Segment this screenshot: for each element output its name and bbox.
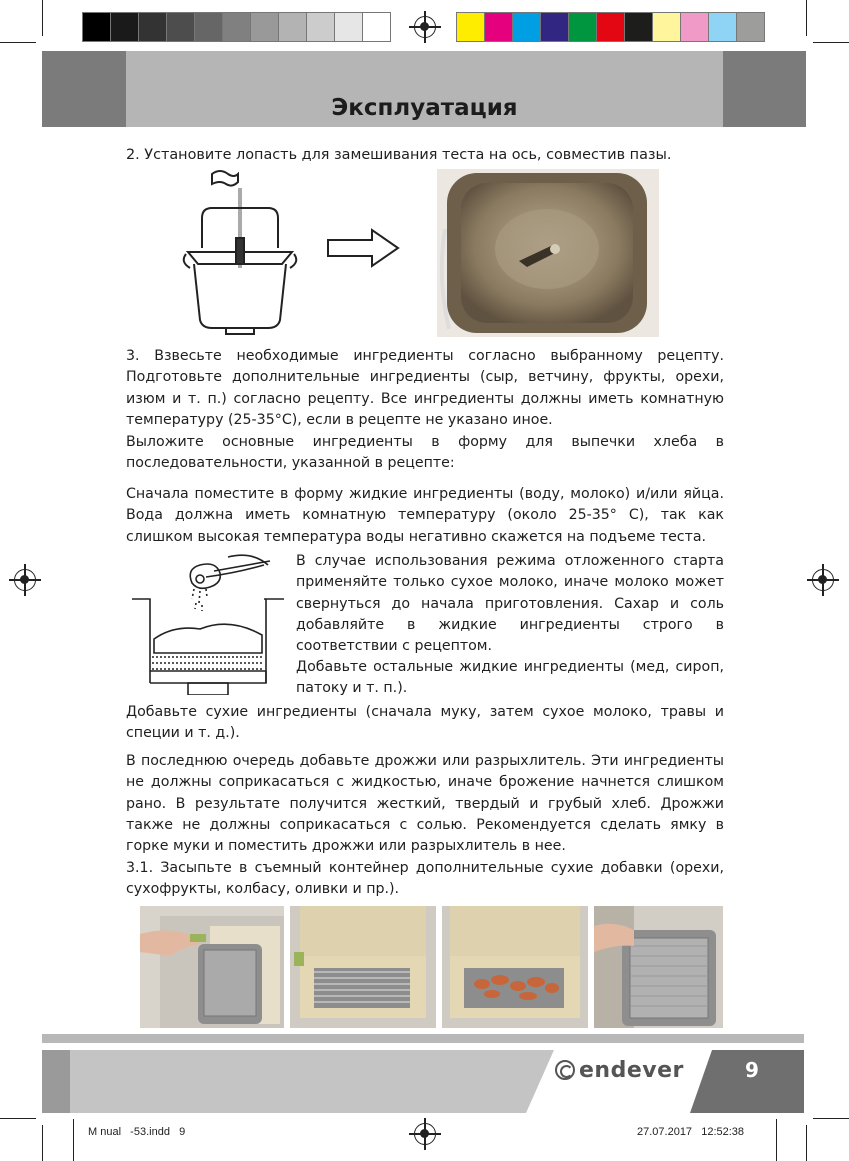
color-swatch — [484, 12, 513, 42]
arrow-right-icon — [326, 228, 400, 268]
section-header — [42, 51, 806, 127]
crop-mark — [813, 1118, 849, 1119]
ingredients-order-text: Выложите основные ингредиенты в форму для выпечки хлеба в последовательности, указанной в рецепте: — [126, 434, 724, 472]
gray-swatch — [278, 12, 307, 42]
step-2-text: 2. Установите лопасть для замешивания теста на ось, совместив пазы. — [126, 147, 672, 163]
page-title: Эксплуатация — [331, 95, 518, 121]
color-calibration-bar — [457, 12, 765, 42]
gray-swatch — [334, 12, 363, 42]
other-liquids-text: Добавьте остальные жидкие ингредиенты (мед, сироп, патоку и т. п.). — [296, 659, 724, 697]
registration-mark-right — [812, 569, 834, 591]
color-swatch — [596, 12, 625, 42]
color-swatch — [736, 12, 765, 42]
dispenser-photo-4 — [594, 906, 723, 1028]
step-3-1-text: 3.1. Засыпьте в съемный контейнер дополнительные сухие добавки (орехи, сухофрукты, колбасу, оливки и пр.). — [126, 860, 724, 898]
registration-mark-bottom — [414, 1123, 436, 1145]
step-3-text: 3. Взвесьте необходимые ингредиенты согласно выбранному рецепту. Подготовьте дополнительные ингредиенты (сыр, ветчину, фрукты, орехи, изюм и т. п.) согласно рецепту. Все ингредиенты должны иметь комнатную температуру (25-35°C), если в рецепте не указано иное. — [126, 348, 724, 428]
crop-mark — [0, 42, 36, 43]
color-swatch — [512, 12, 541, 42]
liquid-ingredients-text: Сначала поместите в форму жидкие ингредиенты (воду, молоко) и/или яйца. Вода должна иметь комнатную температуру (около 25-35° C), так как слишком высокая температура воды негативно скажется на подъеме теста. — [126, 486, 724, 545]
crop-mark — [806, 1125, 807, 1161]
gray-swatch — [362, 12, 391, 42]
brand-name: endever — [579, 1057, 684, 1083]
crop-mark — [0, 1118, 36, 1119]
pan-interior-photo — [437, 169, 659, 337]
page-number: 9 — [745, 1058, 759, 1082]
gray-swatch — [82, 12, 111, 42]
print-slug-filename: M nual -53.indd 9 — [88, 1126, 186, 1138]
registration-mark-top — [414, 16, 436, 38]
header-tab-right — [723, 51, 806, 127]
footer-rule — [42, 1034, 804, 1043]
grayscale-calibration-bar — [83, 12, 391, 42]
yeast-text: В последнюю очередь добавьте дрожжи или разрыхлитель. Эти ингредиенты не должны соприкасаться с жидкостью, иначе брожение начнется слишком рано. В результате получится жесткий, твердый и грубый хлеб. Дрожжи также не должны соприкасаться с солью. Рекомендуется сделать ямку в горке муки и поместить дрожжи или разрыхлитель в нее. — [126, 753, 724, 855]
crop-mark — [806, 0, 807, 36]
endever-logo-icon — [555, 1060, 575, 1080]
color-swatch — [680, 12, 709, 42]
dry-ingredients-text: Добавьте сухие ингредиенты (сначала муку, затем сухое молоко, травы и специи и т. д.). — [126, 704, 724, 742]
gray-swatch — [110, 12, 139, 42]
gray-swatch — [138, 12, 167, 42]
gray-swatch — [166, 12, 195, 42]
crop-mark — [813, 42, 849, 43]
color-swatch — [540, 12, 569, 42]
bread-pan-illustration — [180, 168, 300, 338]
color-swatch — [652, 12, 681, 42]
dispenser-photo-3 — [442, 906, 588, 1028]
dispenser-photo-1 — [140, 906, 284, 1028]
gray-swatch — [250, 12, 279, 42]
color-swatch — [708, 12, 737, 42]
slug-divider — [776, 1119, 777, 1161]
dispenser-photo-strip — [140, 906, 723, 1028]
crop-mark — [42, 0, 43, 36]
crop-mark — [42, 1125, 43, 1161]
delayed-start-text: В случае использования режима отложенного старта применяйте только сухое молоко, иначе молоко может свернуться до начала приготовления. Сахар и соль добавляйте в жидкие ингредиенты строго в соответствии с рецептом. — [296, 553, 724, 655]
registration-mark-left — [14, 569, 36, 591]
slug-divider — [73, 1119, 74, 1161]
color-swatch — [456, 12, 485, 42]
brand-logo — [555, 1056, 684, 1084]
color-swatch — [568, 12, 597, 42]
print-slug-timestamp: 27.07.2017 12:52:38 — [637, 1126, 745, 1138]
gray-swatch — [306, 12, 335, 42]
header-tab-left — [42, 51, 126, 127]
color-swatch — [624, 12, 653, 42]
gray-swatch — [222, 12, 251, 42]
gray-swatch — [194, 12, 223, 42]
measuring-spoon-bowl-illustration — [130, 553, 286, 695]
dispenser-photo-2 — [290, 906, 436, 1028]
